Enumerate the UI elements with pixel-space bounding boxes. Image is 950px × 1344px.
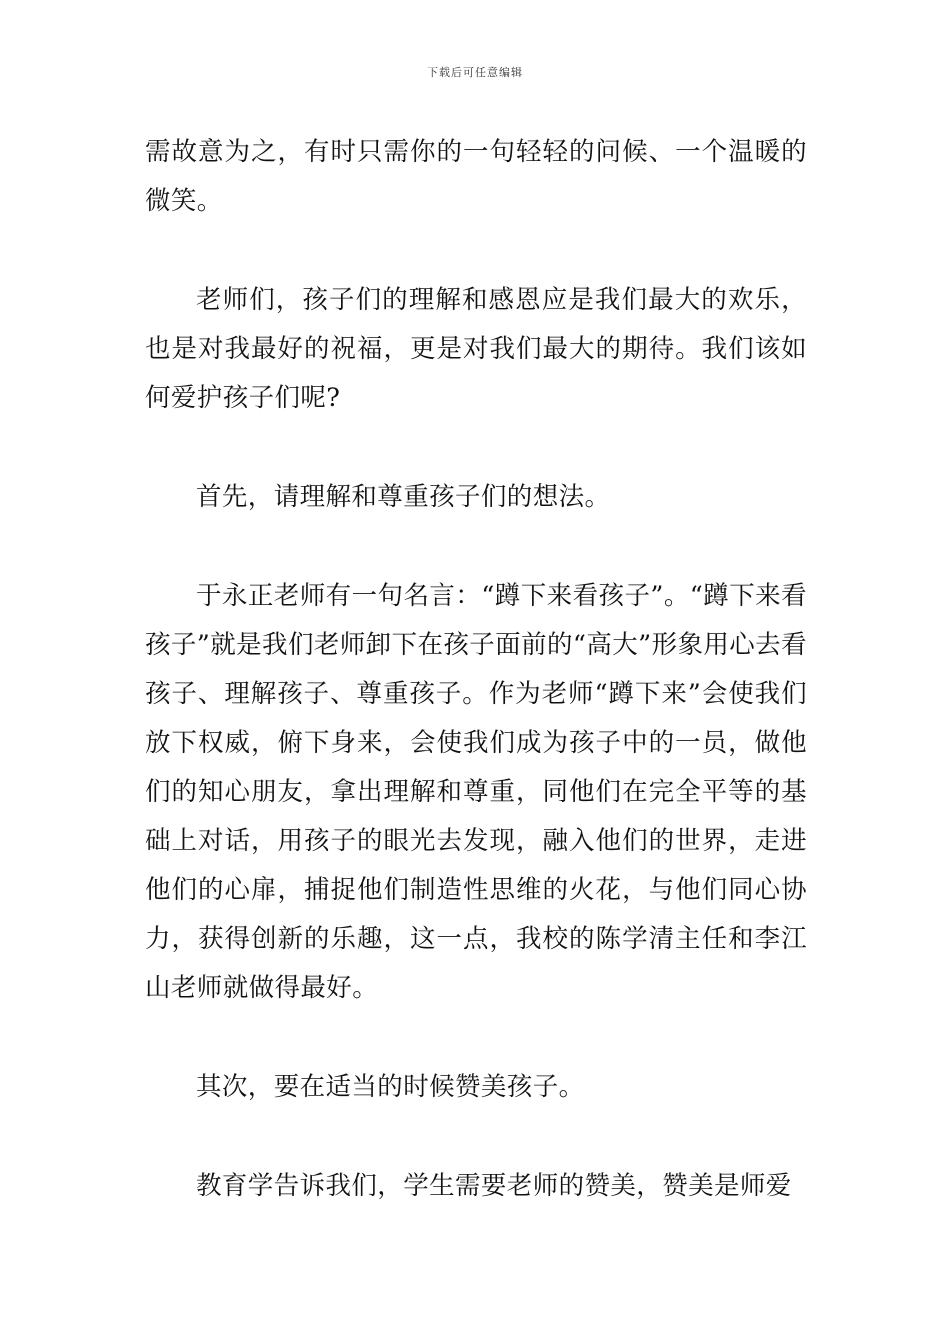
page-header-note: 下载后可任意编辑: [427, 66, 523, 79]
paragraph-gap: [145, 226, 807, 276]
paragraph-gap: [145, 1013, 807, 1063]
paragraph-gap: [145, 423, 807, 473]
paragraph-5: 其次，要在适当的时候赞美孩子。: [196, 1072, 585, 1102]
paragraph-2: 老师们，孩子们的理解和感恩应是我们最大的欢乐，也是对我最好的祝福，更是对我们最大的期待。我们该如何爱护孩子们呢?: [145, 285, 807, 413]
paragraph-1: 需故意为之，有时只需你的一句轻轻的问候、一个温暖的微笑。: [145, 137, 807, 216]
paragraph-gap: [145, 1112, 807, 1162]
paragraph-6: 教育学告诉我们，学生需要老师的赞美，赞美是师爱: [196, 1171, 792, 1201]
document-body: [145, 128, 807, 1211]
paragraph-4: 于永正老师有一句名言：“蹲下来看孩子”。“蹲下来看孩子”就是我们老师卸下在孩子面前的“高大”形象用心去看孩子、理解孩子、尊重孩子。作为老师“蹲下来”会使我们放下权威，俯下身来，会使我们成为孩子中的一员，做他们的知心朋友，拿出理解和尊重，同他们在完全平等的基础上对话，用孩子的眼光去发现，融入他们的世界，走进他们的心扉，捕捉他们制造性思维的火花，与他们同心协力，获得创新的乐趣，这一点，我校的陈学清主任和李江山老师就做得最好。: [145, 581, 807, 1003]
paragraph-gap: [145, 522, 807, 572]
paragraph-3: 首先，请理解和尊重孩子们的想法。: [196, 482, 611, 512]
